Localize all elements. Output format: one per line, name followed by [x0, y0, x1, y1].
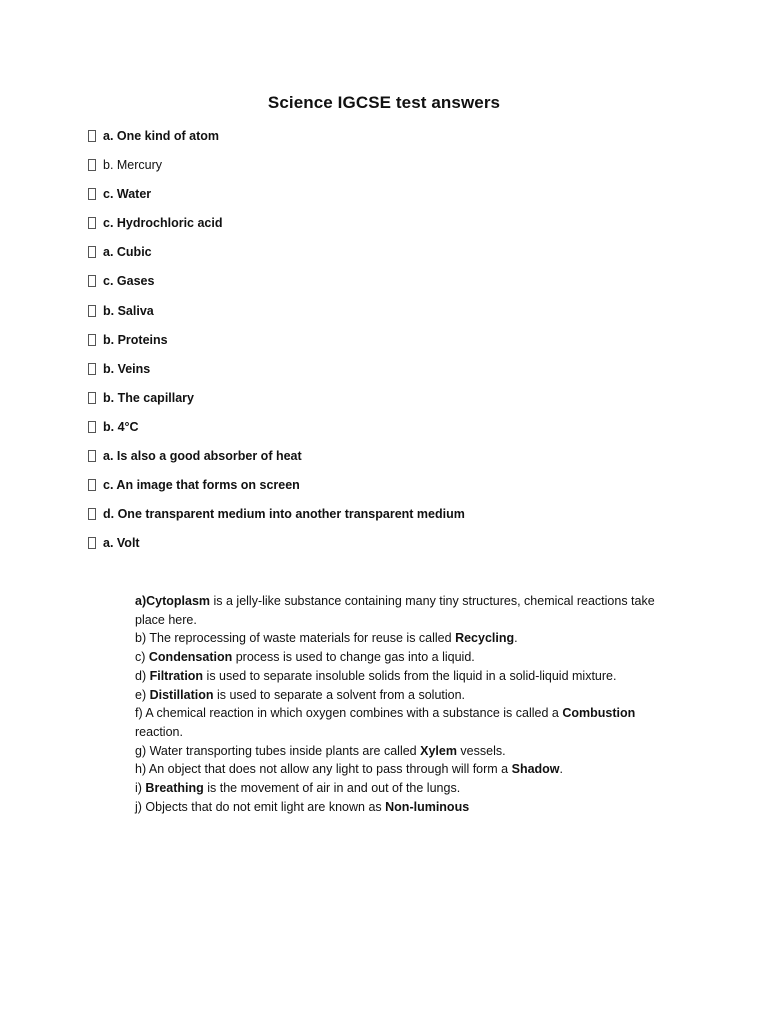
bullet-icon	[88, 537, 96, 549]
definition-prefix: e)	[135, 687, 150, 702]
answer-item	[88, 127, 465, 156]
definition-prefix: a)	[135, 594, 147, 608]
definition-text-before: Water transporting tubes inside plants are called	[149, 743, 421, 758]
answer-text: d. One transparent medium into another transparent medium	[103, 507, 465, 522]
bullet-icon	[88, 159, 96, 171]
answer-item	[88, 214, 465, 243]
definition-prefix: g)	[135, 743, 150, 758]
definition-term: Filtration	[149, 668, 204, 683]
answer-item	[88, 243, 465, 272]
definition-text-after: vessels.	[456, 743, 506, 758]
definition-line	[135, 686, 665, 705]
definition-prefix: j)	[135, 799, 146, 814]
definition-text-after: is the movement of air in and out of the lungs.	[203, 781, 461, 796]
definition-prefix: c)	[135, 650, 149, 665]
answer-text: b. Saliva	[103, 303, 154, 318]
bullet-icon	[88, 246, 96, 258]
definition-line	[135, 592, 665, 629]
definition-term: Shadow	[511, 762, 560, 777]
answer-text: b. The capillary	[103, 390, 195, 405]
answer-item	[88, 331, 465, 360]
definition-line	[135, 704, 665, 741]
answer-list	[88, 127, 465, 563]
definition-prefix: f)	[135, 706, 146, 721]
definition-term: Cytoplasm	[146, 594, 211, 608]
answer-text: a. Volt	[103, 536, 140, 551]
bullet-icon	[88, 450, 96, 462]
answer-text: c. Gases	[103, 274, 155, 289]
bullet-icon	[88, 217, 96, 229]
answer-text: b. Mercury	[103, 158, 163, 173]
answer-text: a. Is also a good absorber of heat	[103, 449, 302, 464]
answer-item	[88, 447, 465, 476]
answer-text: b. Veins	[103, 361, 151, 376]
definition-term: Combustion	[562, 706, 636, 721]
answer-item	[88, 534, 465, 563]
answer-text: c. An image that forms on screen	[103, 478, 300, 493]
definition-line	[135, 648, 665, 667]
definition-text-before: The reprocessing of waste materials for reuse is called	[149, 631, 456, 646]
bullet-icon	[88, 275, 96, 287]
bullet-icon	[88, 305, 96, 317]
definition-text-after: reaction.	[135, 724, 183, 739]
definition-line	[135, 760, 665, 779]
definition-term: Recycling	[455, 631, 515, 646]
answer-item	[88, 156, 465, 185]
definition-line	[135, 779, 665, 798]
definition-text-after: process is used to change gas into a liquid.	[232, 650, 475, 665]
bullet-icon	[88, 363, 96, 375]
bullet-icon	[88, 508, 96, 520]
answer-item	[88, 272, 465, 301]
answer-item	[88, 360, 465, 389]
definition-term: Non-luminous	[385, 799, 470, 814]
bullet-icon	[88, 479, 96, 491]
definition-line	[135, 742, 665, 761]
bullet-icon	[88, 421, 96, 433]
definition-term: Distillation	[149, 687, 214, 702]
answer-item	[88, 476, 465, 505]
definition-line	[135, 629, 665, 648]
answer-item	[88, 418, 465, 447]
definition-line	[135, 798, 665, 817]
definition-text-after: .	[514, 631, 518, 646]
answer-text: c. Water	[103, 187, 152, 202]
definition-prefix: b)	[135, 631, 150, 646]
definition-text-before: Objects that do not emit light are known as	[145, 799, 386, 814]
answer-text: b. Proteins	[103, 332, 168, 347]
definition-text-after: .	[559, 762, 564, 777]
bullet-icon	[88, 334, 96, 346]
bullet-icon	[88, 392, 96, 404]
definition-text-after: is a jelly-like substance containing many tiny structures, chemical reactions take place here.	[135, 594, 655, 627]
answer-item	[88, 185, 465, 214]
answer-item	[88, 302, 465, 331]
definitions-block	[135, 592, 665, 816]
definition-text-before: An object that does not allow any light to pass through will form a	[148, 762, 512, 777]
answer-item	[88, 389, 465, 418]
bullet-icon	[88, 130, 96, 142]
bullet-icon	[88, 188, 96, 200]
answer-text: a. One kind of atom	[103, 129, 219, 143]
definition-prefix: i)	[135, 781, 146, 796]
definition-prefix: h)	[135, 762, 149, 777]
answer-item	[88, 505, 465, 534]
definition-term: Breathing	[145, 781, 204, 796]
definition-prefix: d)	[135, 668, 150, 683]
answer-text: a. Cubic	[103, 245, 152, 260]
page-title: Science IGCSE test answers	[267, 93, 501, 112]
answer-text: b. 4°C	[103, 419, 139, 434]
definition-text-after: is used to separate a solvent from a solution.	[213, 687, 466, 702]
definition-term: Condensation	[148, 650, 233, 665]
answer-text: c. Hydrochloric acid	[103, 216, 223, 231]
definition-line	[135, 667, 665, 686]
definition-text-after: is used to separate insoluble solids from the liquid in a solid-liquid mixture.	[203, 668, 617, 683]
definition-text-before: A chemical reaction in which oxygen combines with a substance is called a	[145, 706, 563, 721]
definition-term: Xylem	[420, 743, 457, 758]
